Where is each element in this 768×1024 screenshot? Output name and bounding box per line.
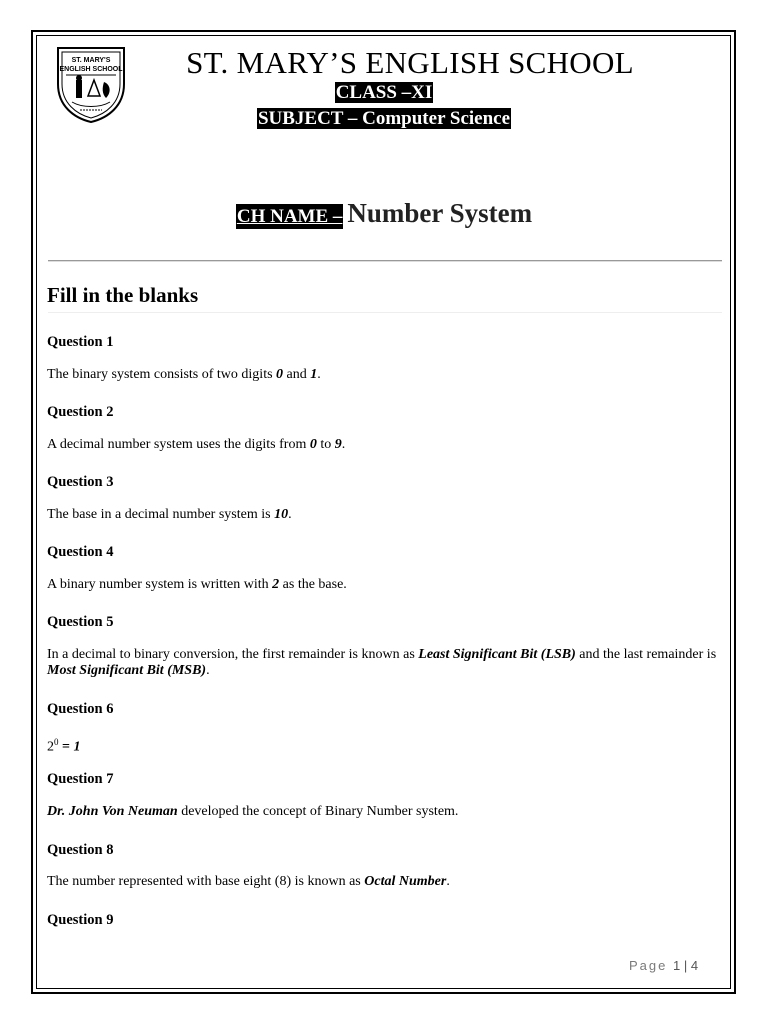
school-name: ST. MARY’S ENGLISH SCHOOL [186, 45, 634, 80]
page-total: 4 [690, 958, 699, 973]
answer-blank: Least Significant Bit (LSB) [418, 647, 576, 662]
answer-blank: 0 [309, 437, 317, 452]
class-label: CLASS –XI [335, 82, 433, 103]
answer-blank: Most Significant Bit (MSB) [47, 663, 207, 678]
subject-label: SUBJECT – Computer Science [257, 108, 511, 129]
chapter-label: CH NAME – [236, 206, 343, 227]
answer-text: In a decimal to binary conversion, the first remainder is known as Least Significant Bit (LSB) and the last remainder is Most Significant Bit (MSB). [47, 647, 717, 678]
page-word: Page [629, 958, 668, 973]
answer-blank: 1 [73, 739, 81, 755]
answer-text: The binary system consists of two digits 0 and 1. [47, 367, 321, 382]
divider [48, 260, 722, 261]
section-divider [48, 312, 722, 313]
answer-text: A binary number system is written with 2 as the base. [47, 577, 347, 592]
answer-text: The base in a decimal number system is 10. [47, 507, 292, 522]
subject-heading [0, 108, 768, 130]
page-footer [629, 958, 698, 973]
chapter-heading [0, 198, 768, 229]
question-title: Question 1 [47, 334, 114, 350]
chapter-name: Number System [347, 198, 533, 228]
answer-blank: 9 [334, 437, 342, 452]
answer-blank: 2 [272, 577, 280, 592]
exponent: 0 [54, 737, 59, 747]
question-title: Question 6 [47, 701, 114, 717]
answer-text: Dr. John Von Neuman developed the concept of Binary Number system. [47, 804, 459, 819]
section-title: Fill in the blanks [47, 283, 199, 307]
class-heading [0, 82, 768, 104]
question-title: Question 5 [47, 614, 114, 630]
question-title: Question 7 [47, 771, 114, 787]
answer-blank: Octal Number [364, 874, 447, 889]
question-title: Question 3 [47, 474, 114, 490]
question-title: Question 8 [47, 842, 114, 858]
answer-blank: 10 [274, 507, 289, 522]
page-number: 1 [673, 958, 681, 973]
answer-text: A decimal number system uses the digits from 0 to 9. [47, 437, 346, 452]
page-separator: | [680, 958, 691, 973]
question-title: Question 2 [47, 404, 114, 420]
logo-text-top: ST. MARY'S [71, 57, 111, 64]
answer-text: $2^0 = 1$ [47, 737, 81, 755]
question-title: Question 4 [47, 544, 114, 560]
answer-blank: Dr. John Von Neuman [47, 804, 178, 819]
answer-blank: 0 [276, 367, 284, 382]
logo-text-mid: ENGLISH SCHOOL [59, 66, 123, 73]
answer-text: The number represented with base eight (8) is known as Octal Number. [47, 874, 450, 889]
question-title: Question 9 [47, 912, 114, 928]
answer-blank: 1 [310, 367, 318, 382]
